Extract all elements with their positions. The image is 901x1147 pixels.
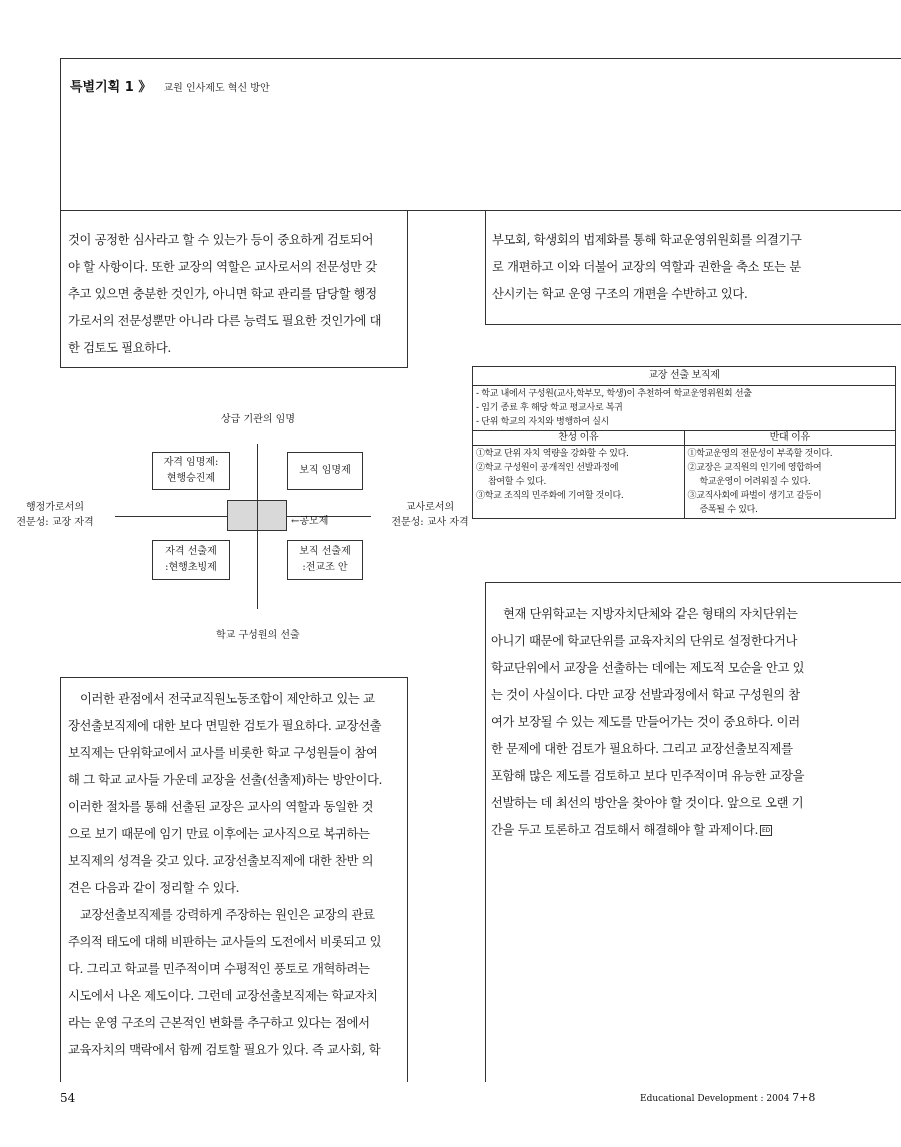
- text-line: 시도에서 나온 제도이다. 그런데 교장선출보직제는 학교자치: [68, 989, 378, 1003]
- text-line: 아니기 때문에 학교단위를 교육자치의 단위로 설정한다거나: [491, 634, 798, 648]
- issue-number: 7+8: [792, 1091, 816, 1104]
- text-line: 추고 있으면 충분한 것인가, 아니면 학교 관리를 담당할 행정: [68, 287, 377, 301]
- text-line: 가로서의 전문성뿐만 아니라 다른 능력도 필요한 것인가에 대: [68, 314, 382, 328]
- text-line: 여가 보장될 수 있는 제도를 만들어가는 것이 중요하다. 이러: [491, 715, 800, 729]
- description-item: - 단위 학교의 자치와 병행하여 실시: [476, 417, 610, 427]
- center-box-divider: [257, 500, 258, 531]
- left-bottom-text: [68, 686, 400, 1064]
- diagram-top-label: 상급 기관의 임명: [221, 414, 295, 425]
- left-bottom-box-left-rule: [60, 677, 61, 1082]
- text-line: 교장선출보직제를 강력하게 주장하는 원인은 교장의 관료: [80, 908, 375, 922]
- diagram-right-label: 교사로서의 전문성: 교사 자격: [391, 502, 469, 528]
- text-line: 야 할 사항이다. 또한 교장의 역할은 교사로서의 전문성만 갖: [68, 260, 377, 274]
- con-item: ③교직사회에 파벌이 생기고 갈등이: [687, 491, 822, 501]
- text-line: 라는 운영 구조의 근본적인 변화를 추구하고 있다는 점에서: [68, 1016, 370, 1030]
- con-item: ①학교운영의 전문성이 부족할 것이다.: [687, 449, 833, 459]
- text-line: 이러한 절차를 통해 선출된 교장은 교사의 역할과 동일한 것: [68, 800, 374, 814]
- text-line: 부모회, 학생회의 법제화를 통해 학교운영위원회를 의결기구: [492, 233, 802, 247]
- principal-election-table: [472, 366, 896, 519]
- table-description: [473, 386, 896, 431]
- text-line: 것이 공정한 심사라고 할 수 있는가 등이 중요하게 검토되어: [68, 233, 374, 247]
- header-bottom-rule: [60, 210, 901, 211]
- text-line: 교육자치의 맥락에서 함께 검토할 필요가 있다. 즉 교사회, 학: [68, 1043, 381, 1057]
- page-number: 54: [60, 1091, 76, 1105]
- quadrant-top-left: 자격 임명제: 현행승진제: [152, 452, 230, 490]
- description-item: - 임기 종료 후 해당 학교 평교사로 복귀: [476, 403, 623, 413]
- text-line: 해 그 학교 교사들 가운데 교장을 선출(선출제)하는 방안이다.: [68, 773, 383, 787]
- text-line: 보직제는 단위학교에서 교사를 비롯한 학교 구성원들이 참여: [68, 746, 378, 760]
- con-item: ②교장은 교직원의 인기에 영합하여: [687, 463, 822, 473]
- header-left-rule: [60, 58, 61, 210]
- section-subtitle: 교원 인사제도 혁신 방안: [163, 83, 270, 94]
- right-top-box-left-rule: [485, 210, 486, 325]
- left-top-box-bottom-rule: [60, 367, 408, 368]
- text-line: 주의적 태도에 대해 비판하는 교사들의 도전에서 비롯되고 있: [68, 935, 382, 949]
- pro-item: ②학교 구성원이 공개적인 선발과정에: [476, 463, 619, 473]
- magazine-footer: [640, 1091, 815, 1104]
- right-top-box-bottom-rule: [485, 324, 901, 325]
- pro-header: 찬성 이유: [473, 431, 685, 446]
- table-title: 교장 선출 보직제: [473, 367, 896, 386]
- quadrant-top-right: 보직 임명제: [287, 452, 363, 490]
- left-top-box-right-rule: [407, 210, 408, 368]
- right-bottom-text: [491, 601, 836, 844]
- pro-item: ①학교 단위 자치 역량을 강화할 수 있다.: [476, 449, 629, 459]
- pro-item: 참여할 수 있다.: [488, 477, 547, 487]
- pro-reasons: [473, 446, 685, 519]
- running-header: [70, 76, 270, 95]
- text-line: 한 문제에 대한 검토가 필요하다. 그리고 교장선출보직제를: [491, 742, 793, 756]
- diagram-bottom-label: 학교 구성원의 선출: [216, 630, 300, 641]
- magazine-title: Educational Development : 2004: [640, 1094, 790, 1104]
- left-bottom-box-top-rule: [60, 677, 408, 678]
- left-top-box-left-rule: [60, 210, 61, 368]
- center-box-label: ←공모제: [291, 516, 329, 527]
- text-line: 간을 두고 토론하고 검토해서 해결해야 할 과제이다. ED: [491, 823, 770, 837]
- left-bottom-box-right-rule: [407, 677, 408, 1082]
- text-line: 현재 단위학교는 지방자치단체와 같은 형태의 자치단위는: [503, 607, 798, 621]
- quadrant-bottom-left: 자격 선출제 :현행초빙제: [152, 540, 230, 580]
- text-line: 으로 보기 때문에 임기 만료 이후에는 교사직으로 복귀하는: [68, 827, 370, 841]
- pro-item: ③학교 조직의 민주화에 기여할 것이다.: [476, 491, 624, 501]
- right-top-text: [492, 227, 837, 308]
- end-mark-icon: ED: [762, 827, 770, 834]
- quadrant-bottom-right: 보직 선출제 :전교조 안: [287, 540, 363, 580]
- text-line: 포함해 많은 제도를 검토하고 보다 민주적이며 유능한 교장을: [491, 769, 805, 783]
- con-header: 반대 이유: [684, 431, 896, 446]
- con-item: 학교운영이 어려워질 수 있다.: [699, 477, 811, 487]
- section-label: 특별기획 1 》: [70, 80, 152, 95]
- diagram-left-label: 행정가로서의 전문성: 교장 자격: [16, 502, 94, 528]
- text-line: 한 검토도 필요하다.: [68, 341, 171, 355]
- text-line: 다. 그리고 학교를 민주적이며 수평적인 풍토로 개혁하려는: [68, 962, 370, 976]
- left-top-text: [68, 227, 400, 362]
- text-line: 보직제의 성격을 갖고 있다. 교장선출보직제에 대한 찬반 의: [68, 854, 374, 868]
- text-line: 로 개편하고 이와 더불어 교장의 역할과 권한을 축소 또는 분: [492, 260, 801, 274]
- con-reasons: [684, 446, 896, 519]
- text-line: 견은 다음과 같이 정리할 수 있다.: [68, 881, 240, 895]
- text-line: 이러한 관점에서 전국교직원노동조합이 제안하고 있는 교: [80, 692, 375, 706]
- text-line: 학교단위에서 교장을 선출하는 데에는 제도적 모순을 안고 있: [491, 661, 805, 675]
- con-item: 증폭될 수 있다.: [699, 505, 758, 515]
- text-line: 선발하는 데 최선의 방안을 찾아야 할 것이다. 앞으로 오랜 기: [491, 796, 804, 810]
- right-bottom-box-left-rule: [485, 582, 486, 1082]
- right-bottom-box-top-rule: [485, 582, 901, 583]
- header-top-rule: [60, 58, 901, 59]
- text-line: 장선출보직제에 대한 보다 면밀한 검토가 필요하다. 교장선출: [68, 719, 382, 733]
- description-item: - 학교 내에서 구성원(교사,학부모, 학생)이 추천하여 학교운영위원회 선출: [476, 389, 752, 399]
- text-line: 는 것이 사실이다. 다만 교장 선발과정에서 학교 구성원의 참: [491, 688, 800, 702]
- text-line: 산시키는 학교 운영 구조의 개편을 수반하고 있다.: [492, 287, 748, 301]
